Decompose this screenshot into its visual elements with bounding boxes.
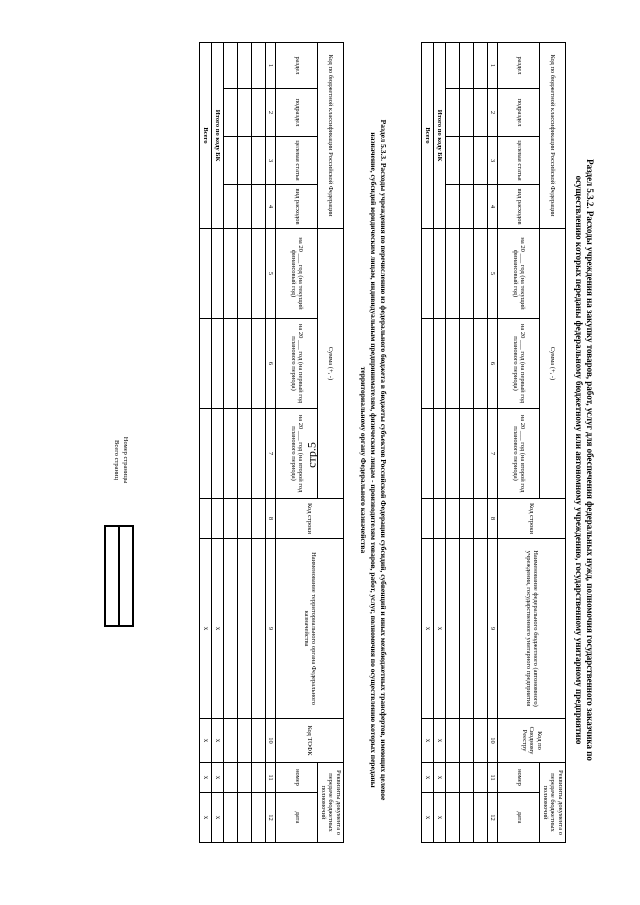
col-num-10: 10 [266, 719, 277, 763]
table-row [238, 43, 252, 843]
col-num-12: 12 [488, 793, 499, 843]
header-razdel: раздел [276, 43, 318, 89]
total-pages-box[interactable] [105, 526, 119, 626]
header-kod-tofk: Код ТОФК [276, 719, 344, 763]
cell[interactable] [446, 793, 460, 843]
cell[interactable] [474, 763, 488, 793]
cell[interactable] [252, 719, 266, 763]
vsego-stranic-label: Всего страниц [113, 440, 120, 480]
cell[interactable] [422, 409, 434, 499]
cell[interactable] [460, 499, 474, 539]
cell[interactable] [224, 499, 238, 539]
cell[interactable] [224, 719, 238, 763]
cell[interactable] [252, 89, 266, 137]
cell[interactable] [474, 185, 488, 229]
cell[interactable] [446, 763, 460, 793]
cell[interactable] [434, 229, 446, 319]
cell[interactable] [446, 229, 460, 319]
itogo-row [434, 43, 446, 843]
cell[interactable] [238, 763, 252, 793]
header-razdel: раздел [498, 43, 540, 89]
cell[interactable] [252, 793, 266, 843]
header-podrazdel: подраздел [498, 89, 540, 137]
cell[interactable] [238, 229, 252, 319]
col-num-8: 8 [488, 499, 499, 539]
cell[interactable] [200, 229, 212, 319]
header-data: дата [498, 793, 540, 843]
section-1-title [573, 60, 595, 860]
cell[interactable] [238, 185, 252, 229]
cell[interactable] [422, 229, 434, 319]
cell[interactable] [224, 319, 238, 409]
cell[interactable] [252, 539, 266, 719]
itogo-label: Итого по коду БК [212, 43, 224, 229]
cell[interactable] [474, 539, 488, 719]
cell[interactable] [212, 319, 224, 409]
col-num-5: 5 [266, 229, 277, 319]
section-2-title-line-3: территориальному органу Федерального казначейства [359, 366, 368, 554]
x-mark: x [212, 793, 224, 843]
cell[interactable] [434, 319, 446, 409]
col-num-1: 1 [266, 43, 277, 89]
col-num-7: 7 [266, 409, 277, 499]
cell[interactable] [224, 793, 238, 843]
vsego-label: Всего [200, 43, 212, 229]
page-number-box[interactable] [119, 526, 133, 626]
section-2-title [358, 60, 388, 860]
table-row [474, 43, 488, 843]
header-data: дата [276, 793, 318, 843]
header-vid: вид расходов [276, 185, 318, 229]
nomer-stranicy-label: Номер страницы [122, 436, 129, 484]
section-1-title-line-1: Раздел 5.3.2. Расходы учреждения на закупку товаров, работ, услуг для обеспечения федеральных нужд, полномочия государственного заказчика по [585, 159, 595, 761]
page-number-label: стр.5 [304, 442, 319, 468]
cell[interactable] [200, 499, 212, 539]
cell[interactable] [212, 499, 224, 539]
col-num-6: 6 [488, 319, 499, 409]
x-mark: x [200, 719, 212, 763]
vsego-row [422, 43, 434, 843]
col-num-9: 9 [266, 539, 277, 719]
x-mark: x [422, 793, 434, 843]
cell[interactable] [238, 499, 252, 539]
cell[interactable] [238, 89, 252, 137]
header-nomer: номер [276, 763, 318, 793]
header-kod-reestr: Код по Сводному Реестру [498, 719, 566, 763]
col-num-8: 8 [266, 499, 277, 539]
header-year1: на 20 ___ год (на текущий финансовый год) [498, 229, 540, 319]
header-kbk: Код по бюджетной классификации Российской Федерации [540, 43, 566, 229]
x-mark: x [434, 763, 446, 793]
x-mark: x [212, 539, 224, 719]
header-year2: на 20 ___ год (на первый год планового периода) [276, 319, 318, 409]
cell[interactable] [224, 229, 238, 319]
cell[interactable] [460, 409, 474, 499]
cell[interactable] [460, 319, 474, 409]
cell[interactable] [474, 137, 488, 185]
cell[interactable] [446, 319, 460, 409]
col-num-11: 11 [488, 763, 499, 793]
col-num-6: 6 [266, 319, 277, 409]
x-mark: x [200, 763, 212, 793]
col-num-2: 2 [266, 89, 277, 137]
x-mark: x [200, 539, 212, 719]
cell[interactable] [446, 409, 460, 499]
cell[interactable] [252, 763, 266, 793]
cell[interactable] [252, 409, 266, 499]
x-mark: x [200, 793, 212, 843]
header-naimenovanie: Наименование федерального бюджетного (автономного) учреждения, государственного унитарного предприятия [498, 539, 566, 719]
col-num-2: 2 [488, 89, 499, 137]
table-row [224, 43, 238, 843]
cell[interactable] [212, 409, 224, 499]
table-row [252, 43, 266, 843]
col-num-9: 9 [488, 539, 499, 719]
header-year3: на 20 ___ год (на второй год планового периода) [498, 409, 540, 499]
cell[interactable] [252, 43, 266, 89]
cell[interactable] [446, 89, 460, 137]
header-kbk: Код по бюджетной классификации Российской Федерации [318, 43, 344, 229]
cell[interactable] [224, 539, 238, 719]
section-1-title-line-2: осуществлению которых переданы федеральному бюджетному или автономному учреждению, государственному унитарному предприятию [574, 175, 584, 745]
col-num-11: 11 [266, 763, 277, 793]
vsego-label: Всего [422, 43, 434, 229]
column-numbers-row [266, 43, 277, 843]
x-mark: x [422, 719, 434, 763]
page-count-labels [112, 400, 130, 520]
header-summa: Сумма (+, -) [318, 229, 344, 499]
itogo-row [212, 43, 224, 843]
header-naimenovanie-tofk: Наименование территориального органа Федерального казначейства [276, 539, 344, 719]
cell[interactable] [224, 185, 238, 229]
cell[interactable] [446, 539, 460, 719]
cell[interactable] [474, 409, 488, 499]
header-podrazdel: подраздел [276, 89, 318, 137]
header-year1: на 20 ___ год (на текущий финансовый год) [276, 229, 318, 319]
cell[interactable] [474, 793, 488, 843]
col-num-3: 3 [488, 137, 499, 185]
cell[interactable] [422, 319, 434, 409]
cell[interactable] [474, 719, 488, 763]
itogo-label: Итого по коду БК [434, 43, 446, 229]
cell[interactable] [434, 409, 446, 499]
header-vid: вид расходов [498, 185, 540, 229]
cell[interactable] [238, 719, 252, 763]
cell[interactable] [252, 185, 266, 229]
cell[interactable] [224, 763, 238, 793]
cell[interactable] [460, 539, 474, 719]
cell[interactable] [200, 319, 212, 409]
cell[interactable] [422, 499, 434, 539]
cell[interactable] [474, 229, 488, 319]
cell[interactable] [446, 719, 460, 763]
cell[interactable] [238, 793, 252, 843]
header-nomer: номер [498, 763, 540, 793]
cell[interactable] [224, 43, 238, 89]
cell[interactable] [238, 319, 252, 409]
x-mark: x [212, 763, 224, 793]
cell[interactable] [460, 793, 474, 843]
x-mark: x [422, 763, 434, 793]
column-numbers-row [488, 43, 499, 843]
header-kod-stroki: Код строки [276, 499, 344, 539]
x-mark: x [422, 539, 434, 719]
header-celevaya: целевая статья [276, 137, 318, 185]
vsego-row [200, 43, 212, 843]
cell[interactable] [434, 499, 446, 539]
cell[interactable] [238, 137, 252, 185]
cell[interactable] [252, 137, 266, 185]
x-mark: x [434, 539, 446, 719]
rotated-page-content [40, 20, 600, 890]
cell[interactable] [460, 763, 474, 793]
col-num-1: 1 [488, 43, 499, 89]
cell[interactable] [238, 539, 252, 719]
cell[interactable] [460, 137, 474, 185]
col-num-4: 4 [266, 185, 277, 229]
cell[interactable] [212, 229, 224, 319]
cell[interactable] [446, 43, 460, 89]
cell[interactable] [238, 409, 252, 499]
col-num-5: 5 [488, 229, 499, 319]
table-row [446, 43, 460, 843]
col-num-10: 10 [488, 719, 499, 763]
cell[interactable] [224, 89, 238, 137]
cell[interactable] [474, 43, 488, 89]
col-num-12: 12 [266, 793, 277, 843]
col-num-3: 3 [266, 137, 277, 185]
cell[interactable] [474, 319, 488, 409]
cell[interactable] [224, 409, 238, 499]
cell[interactable] [474, 499, 488, 539]
cell[interactable] [252, 319, 266, 409]
cell[interactable] [460, 43, 474, 89]
cell[interactable] [224, 137, 238, 185]
cell[interactable] [252, 499, 266, 539]
cell[interactable] [460, 719, 474, 763]
section-1-table [421, 42, 566, 843]
cell[interactable] [460, 89, 474, 137]
cell[interactable] [460, 229, 474, 319]
col-num-4: 4 [488, 185, 499, 229]
section-2-title-line-1: Раздел 5.3.3. Расходы учреждения по перечислению из федерального бюджета в бюджеты субъектов Российской Федерации субсидий, субвенций и иных межбюджетных трансфертов, имеющих целевое [379, 119, 388, 801]
cell[interactable] [200, 409, 212, 499]
cell[interactable] [446, 499, 460, 539]
page-count-boxes [104, 525, 134, 627]
cell[interactable] [460, 185, 474, 229]
header-rekvizity: Реквизиты документа о передаче бюджетных полномочий [540, 763, 566, 843]
header-summa: Сумма (+, -) [540, 229, 566, 499]
table-row [460, 43, 474, 843]
cell[interactable] [446, 185, 460, 229]
header-year2: на 20 ___ год (на первый год планового периода) [498, 319, 540, 409]
cell[interactable] [238, 43, 252, 89]
header-kod-stroki: Код строки [498, 499, 566, 539]
header-rekvizity: Реквизиты документа о передаче бюджетных полномочий [318, 763, 344, 843]
header-celevaya: целевая статья [498, 137, 540, 185]
cell[interactable] [446, 137, 460, 185]
col-num-7: 7 [488, 409, 499, 499]
section-2-title-line-2: назначение, субсидий юридическим лицам, индивидуальным предпринимателям, физическим лицам - производителям товаров, работ, услуг, полномочия по осуществлению которых переданы [369, 132, 378, 788]
cell[interactable] [474, 89, 488, 137]
x-mark: x [434, 719, 446, 763]
x-mark: x [434, 793, 446, 843]
header-year3: на 20 ___ год (на второй год планового периода) [276, 409, 318, 499]
section-2-table [199, 42, 344, 843]
x-mark: x [212, 719, 224, 763]
cell[interactable] [252, 229, 266, 319]
